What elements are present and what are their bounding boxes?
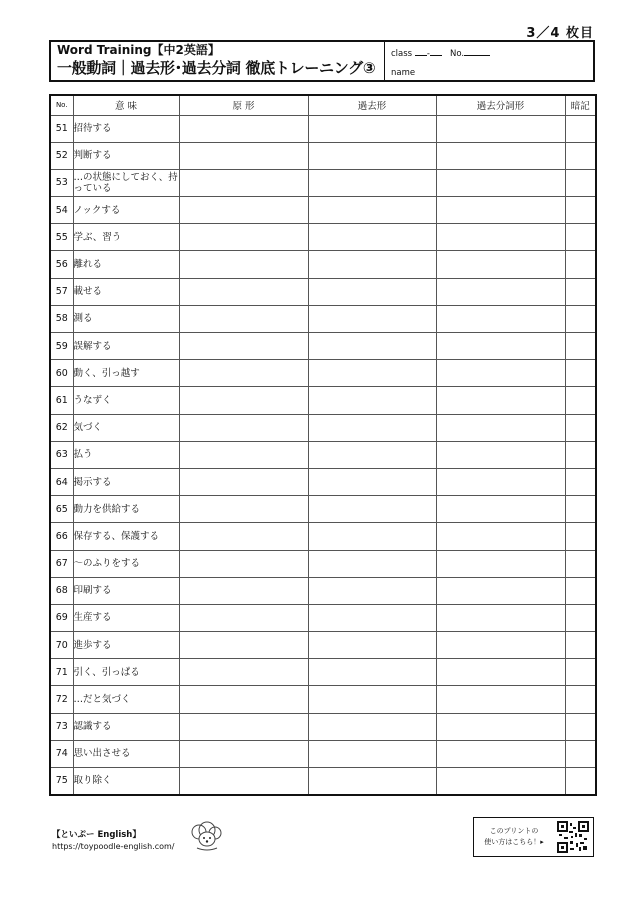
base-form-answer-cell[interactable] <box>179 305 308 332</box>
past-participle-answer-cell[interactable] <box>436 523 565 550</box>
past-participle-answer-cell[interactable] <box>436 740 565 767</box>
base-form-answer-cell[interactable] <box>179 768 308 795</box>
table-row <box>50 251 596 278</box>
memorized-check-cell[interactable] <box>565 496 596 523</box>
row-meaning: 掲示する <box>73 468 179 495</box>
memorized-check-cell[interactable] <box>565 659 596 686</box>
past-participle-answer-cell[interactable] <box>436 224 565 251</box>
memorized-check-cell[interactable] <box>565 305 596 332</box>
memorized-check-cell[interactable] <box>565 468 596 495</box>
base-form-answer-cell[interactable] <box>179 360 308 387</box>
memorized-check-cell[interactable] <box>565 142 596 169</box>
table-row <box>50 224 596 251</box>
memorized-check-cell[interactable] <box>565 686 596 713</box>
past-participle-answer-cell[interactable] <box>436 333 565 360</box>
row-meaning: 招待する <box>73 115 179 142</box>
past-form-answer-cell[interactable] <box>308 740 436 767</box>
past-form-answer-cell[interactable] <box>308 142 436 169</box>
row-number: 69 <box>50 604 73 631</box>
name-label: name <box>391 68 416 78</box>
student-info-block <box>385 42 593 80</box>
memorized-check-cell[interactable] <box>565 224 596 251</box>
table-row <box>50 414 596 441</box>
past-form-answer-cell[interactable] <box>308 768 436 795</box>
past-participle-answer-cell[interactable] <box>436 604 565 631</box>
base-form-answer-cell[interactable] <box>179 115 308 142</box>
worksheet-header <box>49 40 595 82</box>
row-number: 55 <box>50 224 73 251</box>
row-meaning: 動力を供給する <box>73 496 179 523</box>
header-base-form: 原 形 <box>179 95 308 115</box>
base-form-answer-cell[interactable] <box>179 224 308 251</box>
memorized-check-cell[interactable] <box>565 768 596 795</box>
base-form-answer-cell[interactable] <box>179 686 308 713</box>
past-participle-answer-cell[interactable] <box>436 768 565 795</box>
past-participle-answer-cell[interactable] <box>436 251 565 278</box>
page-number: 3／4 枚目 <box>526 26 594 41</box>
memorized-check-cell[interactable] <box>565 632 596 659</box>
row-number: 63 <box>50 441 73 468</box>
table-row <box>50 305 596 332</box>
past-form-answer-cell[interactable] <box>308 251 436 278</box>
worksheet-subtitle: Word Training【中2英語】 <box>57 43 220 57</box>
row-number: 58 <box>50 305 73 332</box>
past-form-answer-cell[interactable] <box>308 197 436 224</box>
memorized-check-cell[interactable] <box>565 604 596 631</box>
usage-guide-line-1: このプリントの <box>489 827 539 835</box>
base-form-answer-cell[interactable] <box>179 142 308 169</box>
table-row <box>50 115 596 142</box>
past-participle-answer-cell[interactable] <box>436 659 565 686</box>
row-meaning: 載せる <box>73 278 179 305</box>
row-number: 74 <box>50 740 73 767</box>
header-past-participle: 過去分詞形 <box>436 95 565 115</box>
table-row <box>50 387 596 414</box>
memorized-check-cell[interactable] <box>565 169 596 196</box>
past-participle-answer-cell[interactable] <box>436 441 565 468</box>
past-form-answer-cell[interactable] <box>308 496 436 523</box>
base-form-answer-cell[interactable] <box>179 577 308 604</box>
memorized-check-cell[interactable] <box>565 523 596 550</box>
row-number: 61 <box>50 387 73 414</box>
brand-name: 【といぷー English】 <box>52 830 141 840</box>
memorized-check-cell[interactable] <box>565 251 596 278</box>
row-number: 70 <box>50 632 73 659</box>
memorized-check-cell[interactable] <box>565 387 596 414</box>
past-participle-answer-cell[interactable] <box>436 686 565 713</box>
row-meaning: うなずく <box>73 387 179 414</box>
header-meaning: 意 味 <box>73 95 179 115</box>
memorized-check-cell[interactable] <box>565 740 596 767</box>
row-meaning: 取り除く <box>73 768 179 795</box>
base-form-answer-cell[interactable] <box>179 197 308 224</box>
class-blank[interactable] <box>415 47 427 56</box>
row-meaning: …だと気づく <box>73 686 179 713</box>
student-number-blank[interactable] <box>464 47 490 56</box>
class-number-line <box>391 47 490 59</box>
row-meaning: 気づく <box>73 414 179 441</box>
past-form-answer-cell[interactable] <box>308 604 436 631</box>
past-form-answer-cell[interactable] <box>308 523 436 550</box>
row-number: 73 <box>50 713 73 740</box>
row-number: 53 <box>50 169 73 196</box>
past-form-answer-cell[interactable] <box>308 387 436 414</box>
row-number: 60 <box>50 360 73 387</box>
usage-guide-text <box>474 826 554 848</box>
table-row <box>50 142 596 169</box>
row-meaning: 判断する <box>73 142 179 169</box>
class-dash: - <box>426 49 430 59</box>
row-number: 64 <box>50 468 73 495</box>
row-number: 51 <box>50 115 73 142</box>
memorized-check-cell[interactable] <box>565 360 596 387</box>
base-form-answer-cell[interactable] <box>179 387 308 414</box>
row-number: 65 <box>50 496 73 523</box>
past-form-answer-cell[interactable] <box>308 713 436 740</box>
table-row <box>50 740 596 767</box>
row-meaning: 保存する、保護する <box>73 523 179 550</box>
row-meaning: …の状態にしておく、持っている <box>73 169 179 196</box>
row-meaning: ～のふりをする <box>73 550 179 577</box>
row-meaning: 認識する <box>73 713 179 740</box>
row-number: 62 <box>50 414 73 441</box>
row-meaning: 引く、引っぱる <box>73 659 179 686</box>
row-number: 68 <box>50 577 73 604</box>
row-meaning: 印刷する <box>73 577 179 604</box>
past-participle-answer-cell[interactable] <box>436 360 565 387</box>
row-number: 59 <box>50 333 73 360</box>
header-memorized: 暗記 <box>565 95 596 115</box>
base-form-answer-cell[interactable] <box>179 468 308 495</box>
base-form-answer-cell[interactable] <box>179 523 308 550</box>
base-form-answer-cell[interactable] <box>179 169 308 196</box>
past-participle-answer-cell[interactable] <box>436 632 565 659</box>
past-participle-answer-cell[interactable] <box>436 197 565 224</box>
row-meaning: 誤解する <box>73 333 179 360</box>
past-participle-answer-cell[interactable] <box>436 468 565 495</box>
base-form-answer-cell[interactable] <box>179 550 308 577</box>
row-meaning: 離れる <box>73 251 179 278</box>
past-form-answer-cell[interactable] <box>308 278 436 305</box>
table-row <box>50 768 596 795</box>
class-label: class <box>391 49 413 59</box>
past-participle-answer-cell[interactable] <box>436 496 565 523</box>
base-form-answer-cell[interactable] <box>179 659 308 686</box>
past-form-answer-cell[interactable] <box>308 659 436 686</box>
title-block <box>51 42 385 80</box>
table-row <box>50 278 596 305</box>
past-participle-answer-cell[interactable] <box>436 550 565 577</box>
base-form-answer-cell[interactable] <box>179 604 308 631</box>
past-participle-answer-cell[interactable] <box>436 142 565 169</box>
table-row <box>50 360 596 387</box>
table-header-row <box>50 95 596 115</box>
site-url[interactable]: https://toypoodle-english.com/ <box>52 842 175 851</box>
base-form-answer-cell[interactable] <box>179 496 308 523</box>
row-meaning: 払う <box>73 441 179 468</box>
table-row <box>50 333 596 360</box>
qr-code-icon[interactable] <box>557 821 589 857</box>
row-number: 52 <box>50 142 73 169</box>
past-form-answer-cell[interactable] <box>308 169 436 196</box>
past-participle-answer-cell[interactable] <box>436 414 565 441</box>
past-participle-answer-cell[interactable] <box>436 305 565 332</box>
row-meaning: ノックする <box>73 197 179 224</box>
base-form-answer-cell[interactable] <box>179 251 308 278</box>
row-number: 72 <box>50 686 73 713</box>
past-form-answer-cell[interactable] <box>308 224 436 251</box>
base-form-answer-cell[interactable] <box>179 713 308 740</box>
memorized-check-cell[interactable] <box>565 550 596 577</box>
base-form-answer-cell[interactable] <box>179 632 308 659</box>
usage-guide-line-2: 使い方はこちら！▸ <box>484 838 544 846</box>
past-form-answer-cell[interactable] <box>308 686 436 713</box>
table-row <box>50 632 596 659</box>
row-number: 56 <box>50 251 73 278</box>
past-form-answer-cell[interactable] <box>308 441 436 468</box>
row-number: 57 <box>50 278 73 305</box>
row-meaning: 生産する <box>73 604 179 631</box>
table-row <box>50 496 596 523</box>
worksheet-title: 一般動詞｜過去形･過去分詞 徹底トレーニング③ <box>57 59 376 77</box>
row-meaning: 思い出させる <box>73 740 179 767</box>
base-form-answer-cell[interactable] <box>179 278 308 305</box>
table-row <box>50 713 596 740</box>
past-participle-answer-cell[interactable] <box>436 169 565 196</box>
past-participle-answer-cell[interactable] <box>436 713 565 740</box>
past-participle-answer-cell[interactable] <box>436 278 565 305</box>
table-row <box>50 686 596 713</box>
table-row <box>50 197 596 224</box>
class-number-blank[interactable] <box>430 47 442 56</box>
table-row <box>50 604 596 631</box>
base-form-answer-cell[interactable] <box>179 740 308 767</box>
table-row <box>50 577 596 604</box>
past-form-answer-cell[interactable] <box>308 333 436 360</box>
table-body <box>50 115 596 795</box>
past-form-answer-cell[interactable] <box>308 550 436 577</box>
base-form-answer-cell[interactable] <box>179 441 308 468</box>
header-past-form: 過去形 <box>308 95 436 115</box>
memorized-check-cell[interactable] <box>565 441 596 468</box>
table-row <box>50 523 596 550</box>
past-participle-answer-cell[interactable] <box>436 115 565 142</box>
table-row <box>50 550 596 577</box>
memorized-check-cell[interactable] <box>565 333 596 360</box>
row-number: 54 <box>50 197 73 224</box>
vocabulary-table <box>49 94 597 796</box>
past-form-answer-cell[interactable] <box>308 115 436 142</box>
number-label: No. <box>450 49 465 59</box>
row-meaning: 進歩する <box>73 632 179 659</box>
past-form-answer-cell[interactable] <box>308 632 436 659</box>
table-row <box>50 169 596 196</box>
row-number: 71 <box>50 659 73 686</box>
row-meaning: 学ぶ、習う <box>73 224 179 251</box>
past-form-answer-cell[interactable] <box>308 305 436 332</box>
past-form-answer-cell[interactable] <box>308 577 436 604</box>
usage-guide-link[interactable] <box>473 817 594 857</box>
row-meaning: 動く、引っ越す <box>73 360 179 387</box>
table-row <box>50 659 596 686</box>
past-participle-answer-cell[interactable] <box>436 387 565 414</box>
row-number: 67 <box>50 550 73 577</box>
memorized-check-cell[interactable] <box>565 577 596 604</box>
row-number: 66 <box>50 523 73 550</box>
memorized-check-cell[interactable] <box>565 278 596 305</box>
memorized-check-cell[interactable] <box>565 115 596 142</box>
base-form-answer-cell[interactable] <box>179 414 308 441</box>
memorized-check-cell[interactable] <box>565 414 596 441</box>
past-form-answer-cell[interactable] <box>308 414 436 441</box>
past-participle-answer-cell[interactable] <box>436 577 565 604</box>
table-row <box>50 441 596 468</box>
past-form-answer-cell[interactable] <box>308 468 436 495</box>
memorized-check-cell[interactable] <box>565 713 596 740</box>
table-row <box>50 468 596 495</box>
poodle-icon <box>185 818 225 856</box>
header-no: No. <box>50 95 73 115</box>
row-number: 75 <box>50 768 73 795</box>
memorized-check-cell[interactable] <box>565 197 596 224</box>
base-form-answer-cell[interactable] <box>179 333 308 360</box>
past-form-answer-cell[interactable] <box>308 360 436 387</box>
row-meaning: 測る <box>73 305 179 332</box>
